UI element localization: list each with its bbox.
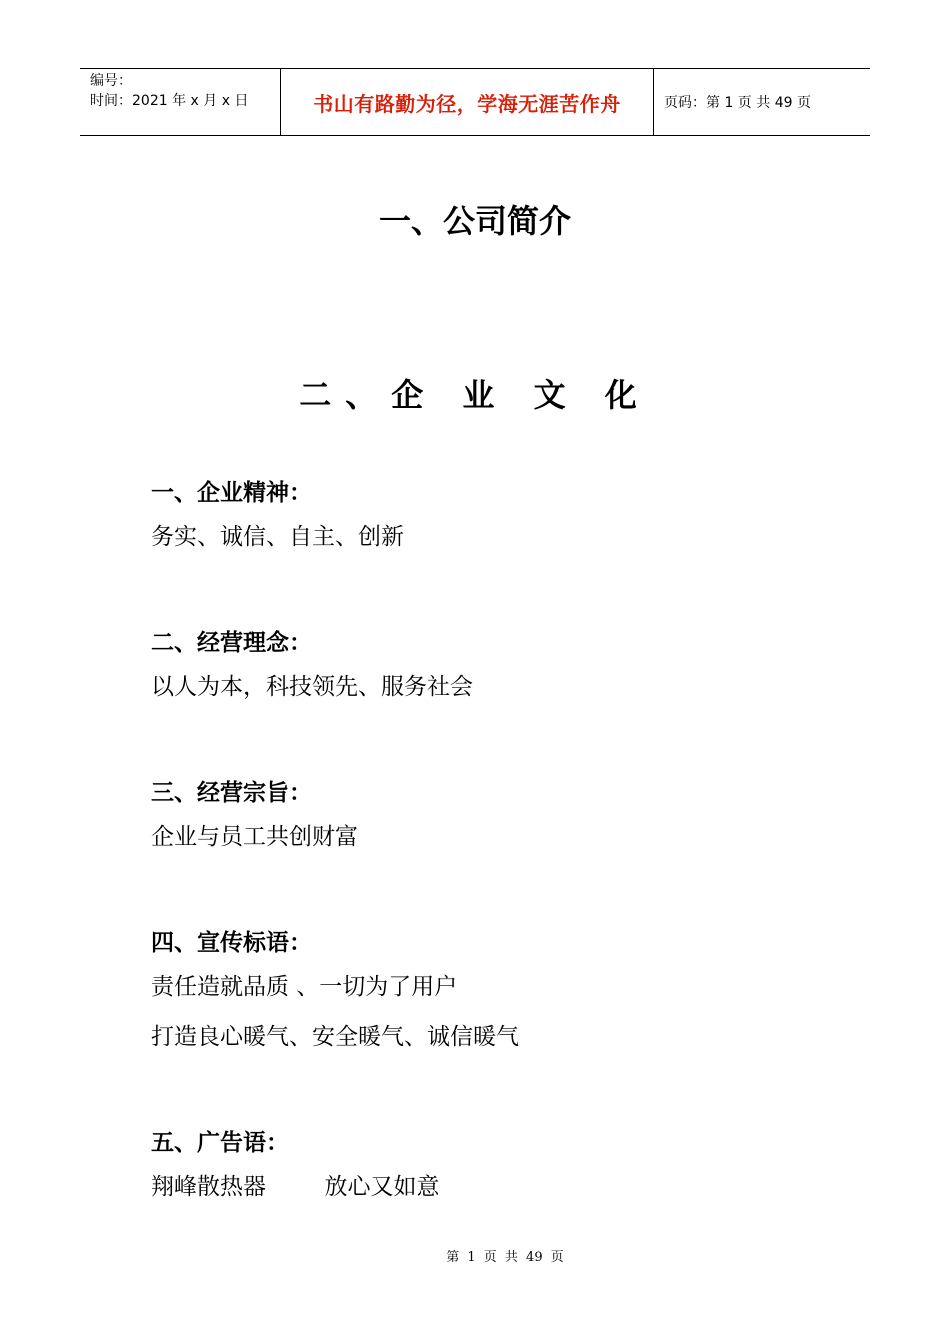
section-heading: 三、经营宗旨： <box>151 780 312 806</box>
section-line: 务实、诚信、自主、创新 <box>151 524 404 550</box>
section-spirit <box>151 474 871 562</box>
section-line: 责任造就品质 、一切为了用户 <box>151 974 458 1000</box>
section-line: 打造良心暖气、安全暖气、诚信暖气 <box>151 1024 519 1050</box>
section-heading: 五、广告语： <box>151 1130 289 1156</box>
section-line: 企业与员工共创财富 <box>151 824 358 850</box>
section-heading: 四、宣传标语： <box>151 930 312 956</box>
section-advertising <box>151 1124 871 1212</box>
header-time-label: 时间：2021 年 x 月 x 日 <box>90 93 249 109</box>
section-line: 以人为本，科技领先、服务社会 <box>151 674 473 700</box>
section-line: 翔峰散热器 放心又如意 <box>151 1174 440 1200</box>
section-purpose <box>151 774 871 862</box>
header-page-info: 页码：第 1 页 共 49 页 <box>664 95 811 111</box>
section-heading: 一、企业精神： <box>151 480 312 506</box>
header-number-label: 编号： <box>90 73 132 89</box>
document-header <box>80 68 870 136</box>
header-motto: 书山有路勤为径，学海无涯苦作舟 <box>281 69 654 135</box>
page-footer: 第 1 页 共 49 页 <box>446 1250 564 1265</box>
title-company-intro: 一、公司简介 <box>378 202 571 240</box>
section-philosophy <box>151 624 871 712</box>
section-slogan <box>151 924 871 1062</box>
culture-content <box>151 474 871 1212</box>
section-heading: 二、经营理念： <box>151 630 312 656</box>
title-culture: 二、企 业 文 化 <box>299 376 651 414</box>
header-meta-cell <box>80 69 281 135</box>
